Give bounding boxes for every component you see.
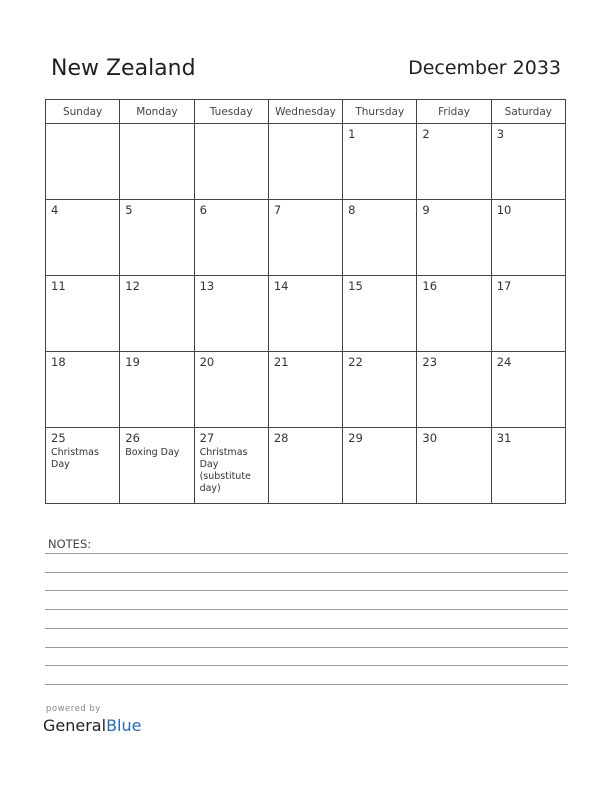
day-cell <box>46 352 120 428</box>
day-number: 4 <box>51 203 59 217</box>
day-cell <box>268 124 342 200</box>
week-row <box>46 276 566 352</box>
notes-label: NOTES: <box>48 537 92 551</box>
weekday-sunday: Sunday <box>46 100 120 124</box>
month-year-title: December 2033 <box>408 57 561 79</box>
brand-logo <box>43 716 141 735</box>
day-number: 6 <box>199 203 207 217</box>
day-number: 27 <box>199 431 215 445</box>
weekday-wednesday: Wednesday <box>268 100 342 124</box>
weekday-saturday: Saturday <box>491 100 565 124</box>
day-number: 12 <box>125 279 140 293</box>
calendar-grid <box>45 99 566 504</box>
day-cell <box>417 276 491 352</box>
day-cell <box>343 124 417 200</box>
holiday-label: Christmas Day (substitute day) <box>199 447 251 494</box>
weekday-thursday: Thursday <box>343 100 417 124</box>
weekday-friday: Friday <box>417 100 491 124</box>
day-number: 3 <box>496 127 505 141</box>
note-line <box>45 572 568 573</box>
day-number: 18 <box>51 355 66 369</box>
brand-general: General <box>43 716 107 735</box>
day-number: 5 <box>125 203 133 217</box>
day-number: 26 <box>125 431 140 445</box>
day-cell <box>120 352 194 428</box>
day-cell <box>46 124 120 200</box>
day-cell <box>120 428 194 504</box>
day-number: 31 <box>496 431 512 445</box>
weekday-header-row <box>46 100 566 124</box>
day-cell <box>491 352 565 428</box>
day-cell <box>268 200 342 276</box>
country-title: New Zealand <box>51 56 196 81</box>
note-line <box>45 609 568 610</box>
weekday-tuesday: Tuesday <box>194 100 268 124</box>
day-number: 7 <box>273 203 282 217</box>
day-cell <box>194 200 268 276</box>
day-number: 10 <box>496 203 512 217</box>
day-number: 30 <box>422 431 438 445</box>
day-number: 28 <box>273 431 289 445</box>
day-number: 19 <box>125 355 140 369</box>
day-number: 14 <box>273 279 289 293</box>
day-number: 21 <box>273 355 289 369</box>
day-cell <box>120 276 194 352</box>
day-cell <box>194 276 268 352</box>
day-cell <box>417 352 491 428</box>
day-number: 16 <box>422 279 438 293</box>
day-cell <box>491 276 565 352</box>
day-cell <box>46 428 120 504</box>
day-cell <box>343 200 417 276</box>
note-line <box>45 665 568 666</box>
week-row <box>46 428 566 504</box>
holiday-label: Christmas Day <box>51 447 99 470</box>
note-line <box>45 684 568 685</box>
day-cell <box>46 276 120 352</box>
powered-by-text: powered by <box>46 704 101 714</box>
note-line <box>45 647 568 648</box>
week-row <box>46 124 566 200</box>
day-cell <box>343 276 417 352</box>
day-cell <box>268 428 342 504</box>
day-cell <box>417 124 491 200</box>
day-number: 2 <box>422 127 430 141</box>
day-number: 25 <box>51 431 66 445</box>
day-number: 23 <box>422 355 438 369</box>
day-cell <box>491 200 565 276</box>
day-cell <box>194 428 268 504</box>
day-cell <box>268 276 342 352</box>
day-cell <box>343 352 417 428</box>
day-number: 22 <box>348 355 363 369</box>
note-line <box>45 628 568 629</box>
day-number: 8 <box>348 203 356 217</box>
day-cell <box>120 200 194 276</box>
note-line <box>45 553 568 554</box>
brand-blue: Blue <box>106 716 142 735</box>
day-number: 11 <box>51 279 66 293</box>
day-cell <box>491 428 565 504</box>
day-cell <box>343 428 417 504</box>
week-row <box>46 352 566 428</box>
holiday-label: Boxing Day <box>125 447 180 458</box>
day-number: 20 <box>199 355 215 369</box>
day-cell <box>268 352 342 428</box>
day-number: 1 <box>348 127 356 141</box>
day-cell <box>120 124 194 200</box>
day-number: 13 <box>199 279 215 293</box>
weekday-monday: Monday <box>120 100 194 124</box>
week-row <box>46 200 566 276</box>
day-cell <box>194 124 268 200</box>
day-cell <box>417 428 491 504</box>
day-number: 17 <box>496 279 512 293</box>
day-number: 9 <box>422 203 430 217</box>
day-number: 15 <box>348 279 363 293</box>
note-line <box>45 590 568 591</box>
day-number: 29 <box>348 431 363 445</box>
day-cell <box>194 352 268 428</box>
day-cell <box>417 200 491 276</box>
day-cell <box>46 200 120 276</box>
day-number: 24 <box>496 355 512 369</box>
day-cell <box>491 124 565 200</box>
